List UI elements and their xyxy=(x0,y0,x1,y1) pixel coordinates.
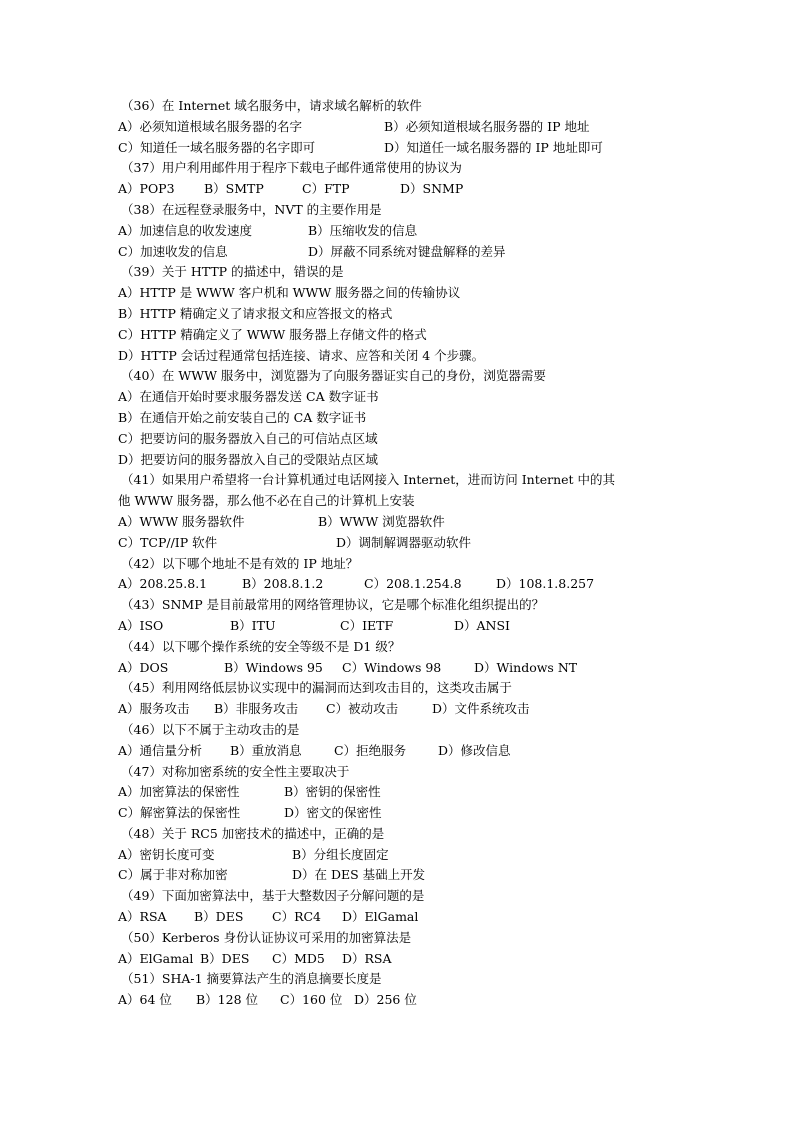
question-45-option-c: C）被动攻击 xyxy=(326,701,399,717)
question-43-stem: （43）SNMP 是目前最常用的网络管理协议，它是哪个标准化组织提出的？ xyxy=(121,597,545,613)
question-42-option-d: D）108.1.8.257 xyxy=(496,576,595,592)
question-39-stem: （39）关于 HTTP 的描述中，错误的是 xyxy=(121,264,344,280)
question-45-stem: （45）利用网络低层协议实现中的漏洞而达到攻击目的，这类攻击属于 xyxy=(121,680,512,696)
question-38-option-d: D）屏蔽不同系统对键盘解释的差异 xyxy=(308,243,506,259)
question-42-option-a: A）208.25.8.1 xyxy=(118,576,208,592)
question-44-option-c: C）Windows 98 xyxy=(342,659,442,675)
question-37-options-row xyxy=(118,179,678,200)
question-41-options-row-2 xyxy=(118,533,678,554)
question-51-option-d: D）256 位 xyxy=(354,992,417,1008)
question-37-option-b: B）SMTP xyxy=(204,181,264,197)
question-47-option-c: C）解密算法的保密性 xyxy=(118,805,241,821)
question-41-options-row-1 xyxy=(118,512,678,533)
question-37-option-d: D）SNMP xyxy=(400,181,464,197)
question-41-option-d: D）调制解调器驱动软件 xyxy=(336,534,472,550)
question-48-options-row-2 xyxy=(118,865,678,886)
question-38-option-c: C）加速收发的信息 xyxy=(118,243,228,259)
question-41-stem-line-2: 他 WWW 服务器，那么他不必在自己的计算机上安装 xyxy=(118,493,415,509)
question-47-options-row-1 xyxy=(118,782,678,803)
question-50-option-a: A）ElGamal xyxy=(118,950,194,966)
question-45-options-row xyxy=(118,699,678,720)
question-47-option-d: D）密文的保密性 xyxy=(284,805,382,821)
question-46-option-b: B）重放消息 xyxy=(230,742,302,758)
question-36-option-c: C）知道任一域名服务器的名字即可 xyxy=(118,139,316,155)
question-39-option-a: A）HTTP 是 WWW 客户机和 WWW 服务器之间的传输协议 xyxy=(118,285,461,301)
question-43-option-a: A）ISO xyxy=(118,617,164,633)
question-46-stem: （46）以下不属于主动攻击的是 xyxy=(121,721,300,737)
question-43-options-row xyxy=(118,616,678,637)
question-44-options-row xyxy=(118,658,678,679)
question-38-option-b: B）压缩收发的信息 xyxy=(308,222,418,238)
question-37-option-a: A）POP3 xyxy=(118,181,175,197)
question-46-option-d: D）修改信息 xyxy=(438,742,511,758)
question-50-option-d: D）RSA xyxy=(342,950,392,966)
question-48-option-a: A）密钥长度可变 xyxy=(118,846,215,862)
question-36-option-b: B）必须知道根域名服务器的 IP 地址 xyxy=(384,118,590,134)
question-45-option-a: A）服务攻击 xyxy=(118,701,190,717)
question-36-options-row-2 xyxy=(118,138,678,159)
question-41-option-a: A）WWW 服务器软件 xyxy=(118,513,245,529)
question-48-options-row-1 xyxy=(118,845,678,866)
question-45-option-d: D）文件系统攻击 xyxy=(432,701,530,717)
question-38-options-row-1 xyxy=(118,221,678,242)
question-37-stem: （37）用户利用邮件用于程序下载电子邮件通常使用的协议为 xyxy=(121,160,462,176)
question-47-option-a: A）加密算法的保密性 xyxy=(118,784,240,800)
question-40-option-d: D）把要访问的服务器放入自己的受限站点区域 xyxy=(118,451,379,467)
question-50-stem: （50）Kerberos 身份认证协议可采用的加密算法是 xyxy=(121,929,412,945)
question-40-option-c: C）把要访问的服务器放入自己的可信站点区域 xyxy=(118,430,378,446)
question-40-option-b: B）在通信开始之前安装自己的 CA 数字证书 xyxy=(118,409,367,425)
question-48-option-b: B）分组长度固定 xyxy=(292,846,389,862)
question-48-option-c: C）属于非对称加密 xyxy=(118,867,228,883)
question-49-option-c: C）RC4 xyxy=(272,909,321,925)
question-44-option-b: B）Windows 95 xyxy=(224,659,323,675)
question-36-stem: （36）在 Internet 域名服务中，请求域名解析的软件 xyxy=(121,98,422,113)
question-37-option-c: C）FTP xyxy=(302,181,350,197)
question-40-option-a: A）在通信开始时要求服务器发送 CA 数字证书 xyxy=(118,389,379,405)
question-50-option-c: C）MD5 xyxy=(272,950,325,966)
question-41-stem-line-1: （41）如果用户希望将一台计算机通过电话网接入 Internet，进而访问 Internet 中的其 xyxy=(121,472,616,488)
question-36-option-a: A）必须知道根域名服务器的名字 xyxy=(118,118,303,134)
question-41-option-c: C）TCP//IP 软件 xyxy=(118,534,218,550)
question-42-options-row xyxy=(118,574,678,595)
question-43-option-c: C）IETF xyxy=(340,617,394,633)
question-44-stem: （44）以下哪个操作系统的安全等级不是 D1 级？ xyxy=(121,638,401,654)
question-50-option-b: B）DES xyxy=(200,950,250,966)
question-42-option-c: C）208.1.254.8 xyxy=(364,576,462,592)
question-49-option-a: A）RSA xyxy=(118,909,167,925)
question-51-option-b: B）128 位 xyxy=(196,992,259,1008)
question-41-option-b: B）WWW 浏览器软件 xyxy=(318,513,445,529)
question-47-stem: （47）对称加密系统的安全性主要取决于 xyxy=(121,763,350,779)
question-43-option-d: D）ANSI xyxy=(454,617,510,633)
question-36-option-d: D）知道任一域名服务器的 IP 地址即可 xyxy=(384,139,603,155)
question-40-stem: （40）在 WWW 服务中，浏览器为了向服务器证实自己的身份，浏览器需要 xyxy=(121,368,546,384)
question-48-stem: （48）关于 RC5 加密技术的描述中，正确的是 xyxy=(121,825,385,841)
question-43-option-b: B）ITU xyxy=(230,617,276,633)
question-51-stem: （51）SHA-1 摘要算法产生的消息摘要长度是 xyxy=(121,971,382,987)
question-36-options-row-1 xyxy=(118,117,678,138)
question-47-options-row-2 xyxy=(118,803,678,824)
question-42-option-b: B）208.8.1.2 xyxy=(242,576,324,592)
question-46-option-c: C）拒绝服务 xyxy=(334,742,407,758)
question-38-stem: （38）在远程登录服务中，NVT 的主要作用是 xyxy=(121,201,382,217)
question-51-options-row xyxy=(118,990,678,1011)
question-39-option-d: D）HTTP 会话过程通常包括连接、请求、应答和关闭 4 个步骤。 xyxy=(118,347,485,363)
question-49-options-row xyxy=(118,907,678,928)
question-51-option-a: A）64 位 xyxy=(118,992,172,1008)
question-44-option-a: A）DOS xyxy=(118,659,169,675)
question-42-stem: （42）以下哪个地址不是有效的 IP 地址？ xyxy=(121,555,359,571)
question-45-option-b: B）非服务攻击 xyxy=(214,701,299,717)
question-50-options-row xyxy=(118,949,678,970)
question-49-option-d: D）ElGamal xyxy=(342,909,419,925)
question-38-option-a: A）加速信息的收发速度 xyxy=(118,222,253,238)
question-49-option-b: B）DES xyxy=(194,909,244,925)
question-39-option-b: B）HTTP 精确定义了请求报文和应答报文的格式 xyxy=(118,305,393,321)
question-46-options-row xyxy=(118,741,678,762)
question-46-option-a: A）通信量分析 xyxy=(118,742,203,758)
question-48-option-d: D）在 DES 基础上开发 xyxy=(292,867,426,883)
question-39-option-c: C）HTTP 精确定义了 WWW 服务器上存储文件的格式 xyxy=(118,326,427,342)
exam-page xyxy=(118,96,678,1011)
question-44-option-d: D）Windows NT xyxy=(474,659,578,675)
question-51-option-c: C）160 位 xyxy=(280,992,343,1008)
question-47-option-b: B）密钥的保密性 xyxy=(284,784,381,800)
question-38-options-row-2 xyxy=(118,242,678,263)
question-49-stem: （49）下面加密算法中，基于大整数因子分解问题的是 xyxy=(121,888,425,904)
